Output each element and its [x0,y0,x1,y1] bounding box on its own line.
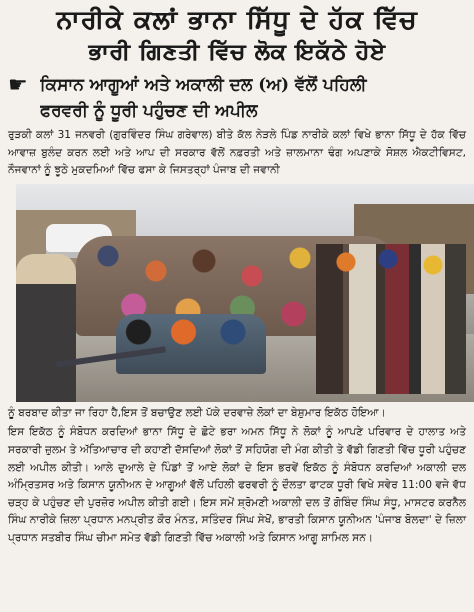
gathering-photo [16,184,474,402]
standing-men [316,244,466,394]
article-intro: ਰੁੜਕੀ ਕਲਾਂ 31 ਜਨਵਰੀ (ਗੁਰਵਿੰਦਰ ਸਿੰਘ ਗਰੇਵਾਲ) ਬੀਤੇ ਕੱਲ ਨੇੜਲੇ ਪਿੰਡ ਨਾਰੀਕੇ ਕਲਾਂ ਵਿਖੇ ਭਾਨਾ ਸਿੱਧੂ ਦੇ ਹੱਕ ਵਿੱਚ ਆਵਾਜ਼ ਬੁਲੰਦ ਕਰਨ ਲਈ ਅਤੇ ਆਪ ਦੀ ਸਰਕਾਰ ਵੱਲੋਂ ਨਫ਼ਰਤੀ ਅਤੇ ਜ਼ਾਲਮਾਨਾ ਢੰਗ ਅਪਣਾਕੇ ਸੋਸ਼ਲ ਐਕਟੀਵਿਸਟ, ਨੌਜਵਾਨਾਂ ਨੂੰ ਝੂਠੇ ਮੁਕਦਮਿਆਂ ਵਿੱਚ ਫਸਾ ਕੇ ਜਿਸਤਰ੍ਹਾਂ ਪੰਜਾਬ ਦੀ ਜਵਾਨੀ [8,129,466,177]
article-paragraph-2: ਇਸ ਇਕੱਠ ਨੂੰ ਸੰਬੋਧਨ ਕਰਦਿਆਂ ਭਾਨਾ ਸਿੱਧੂ ਦੇ ਛੋਟੇ ਭਰਾ ਅਮਨ ਸਿੱਧੂ ਨੇ ਲੋਕਾਂ ਨੂੰ ਆਪਣੇ ਪਰਿਵਾਰ ਦੇ ਹਾਲਾਤ ਅਤੇ ਸਰਕਾਰੀ ਜ਼ੁਲਮ ਤੇ ਅੱਤਿਆਚਾਰ ਦੀ ਕਹਾਣੀ ਦੱਸਦਿਆਂ ਲੋਕਾਂ ਤੋਂ ਸਹਿਯੋਗ ਦੀ ਮੰਗ ਕੀਤੀ ਤੇ ਵੱਡੀ ਗਿਣਤੀ ਵਿੱਚ ਧੂਰੀ ਪਹੁੰਚਣ ਲਈ ਅਪੀਲ ਕੀਤੀ। ਆਲੇ ਦੁਆਲੇ ਦੇ ਪਿੰਡਾਂ ਤੋਂ ਆਏ ਲੋਕਾਂ ਦੇ ਇਸ ਭਰਵੇਂ ਇਕੱਠ ਨੂੰ ਸੰਬੋਧਨ ਕਰਦਿਆਂ ਅਕਾਲੀ ਦਲ ਅੰਮ੍ਰਿਤਸਰ ਅਤੇ ਕਿਸਾਨ ਯੂਨੀਅਨ ਦੇ ਆਗੂਆਂ ਵੱਲੋਂ ਪਹਿਲੀ ਫਰਵਰੀ ਨੂੰ ਦੌਲਤਾ ਫਾਟਕ ਧੂਰੀ ਵਿਖੇ ਸਵੇਰ 11:00 ਵਜੇ ਵੱਧ ਚੜ੍ਹ ਕੇ ਪਹੁੰਚਣ ਦੀ ਪੁਰਜ਼ੋਰ ਅਪੀਲ ਕੀਤੀ ਗਈ। ਇਸ ਸਮੇਂ ਸ਼੍ਰੋਮਣੀ ਅਕਾਲੀ ਦਲ ਤੋਂ ਗੋਬਿੰਦ ਸਿੰਘ ਸੰਧੂ, ਮਾਸਟਰ ਕਰਨੈਲ ਸਿੰਘ ਨਾਰੀਕੇ ਜ਼ਿਲਾ ਪ੍ਰਧਾਨ ਮਨਪ੍ਰੀਤ ਕੌਰ ਮੰਨਤ, ਸਤਿੰਦਰ ਸਿੰਘ ਸੇਖੋਂ, ਭਾਰਤੀ ਕਿਸਾਨ ਯੂਨੀਅਨ 'ਪੰਜਾਬ ਬੋਲਦਾ' ਦੇ ਜ਼ਿਲਾ ਪ੍ਰਧਾਨ ਸਤਬੀਰ ਸਿੰਘ ਚੀਮਾ ਸਮੇਤ ਵੱਡੀ ਗਿਣਤੀ ਵਿੱਚ ਅਕਾਲੀ ਅਤੇ ਕਿਸਾਨ ਆਗੂ ਸ਼ਾਮਿਲ ਸਨ। [8,426,466,544]
headline-line-2: ਭਾਰੀ ਗਿਣਤੀ ਵਿੱਚ ਲੋਕ ਇਕੱਠੇ ਹੋਏ [88,39,386,65]
hand-pointing-right-icon: ☛ [8,73,28,98]
subheadline-line-2: ਫਰਵਰੀ ਨੂੰ ਧੂਰੀ ਪਹੁੰਚਣ ਦੀ ਅਪੀਲ [40,101,258,121]
article-paragraph-1: ਨੂੰ ਬਰਬਾਦ ਕੀਤਾ ਜਾ ਰਿਹਾ ਹੈ,ਇਸ ਤੋਂ ਬਚਾਉਣ ਲਈ ਪੱਕੇ ਦਰਵਾਜ਼ੇ ਲੋਕਾਂ ਦਾ ਬੇਸ਼ੁਮਾਰ ਇਕੱਠ ਹੋਇਆ। [8,406,386,419]
article-body [0,127,474,548]
subheadline [0,72,474,124]
headline [0,0,474,68]
speaker-figure [16,254,76,402]
subheadline-line-1: ਕਿਸਾਨ ਆਗੂਆਂ ਅਤੇ ਅਕਾਲੀ ਦਲ (ਅ) ਵੱਲੋਂ ਪਹਿਲੀ [40,75,367,95]
headline-line-1: ਨਾਰੀਕੇ ਕਲਾਂ ਭਾਨਾ ਸਿੱਧੂ ਦੇ ਹੱਕ ਵਿੱਚ [56,5,418,34]
